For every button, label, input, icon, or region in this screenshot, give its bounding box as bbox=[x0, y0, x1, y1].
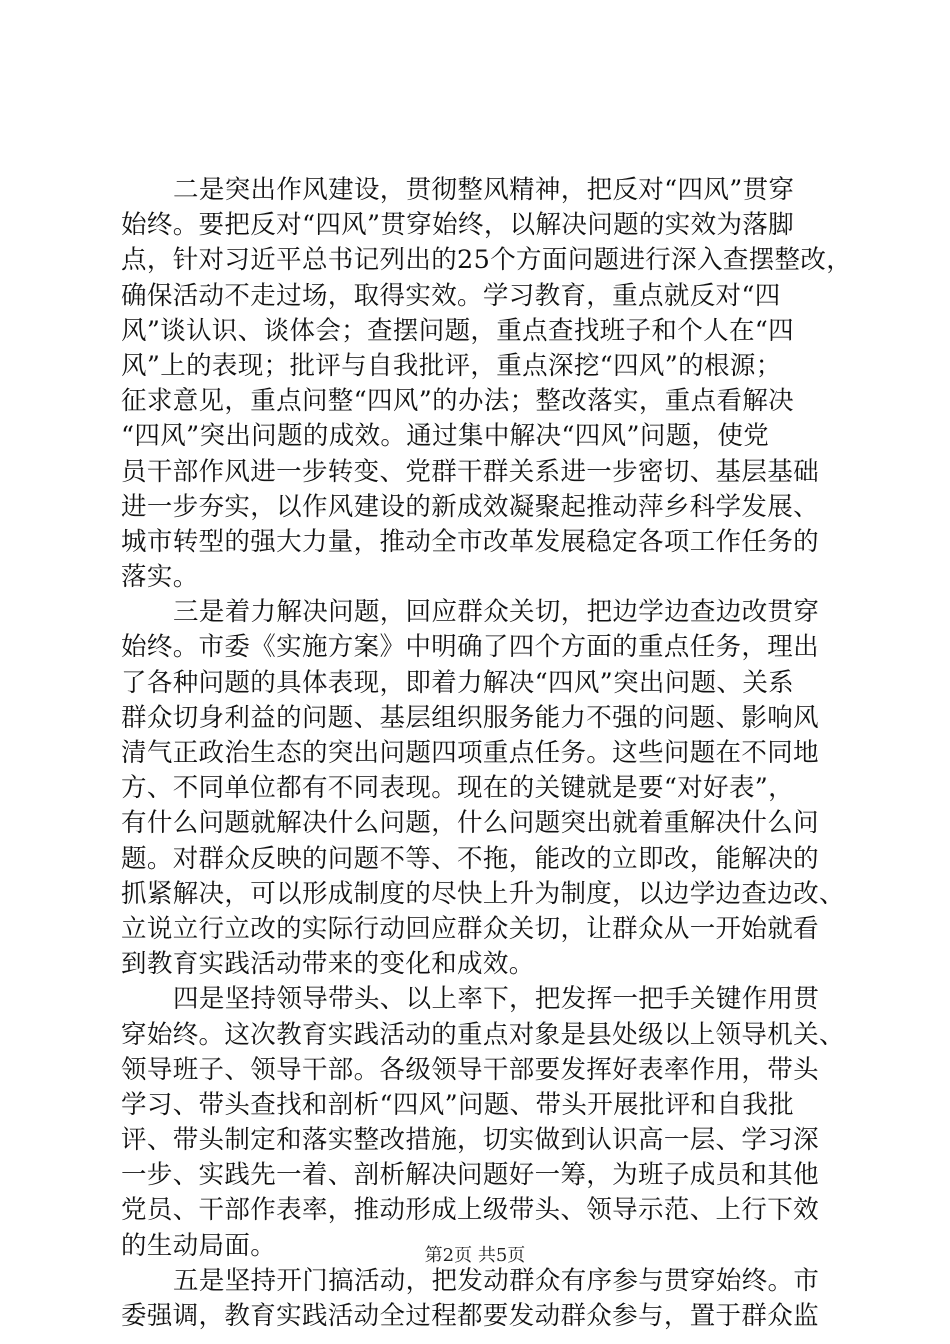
body-text bbox=[121, 173, 853, 1334]
paragraph-line: 风”上的表现；批评与自我批评，重点深挖“四风”的根源； bbox=[121, 350, 782, 381]
paragraph-line: 确保活动不走过场，取得实效。学习教育，重点就反对“四 bbox=[121, 280, 781, 311]
paragraph-line: 五是坚持开门搞活动，把发动群众有序参与贯穿始终。市 bbox=[173, 1265, 820, 1296]
page-footer bbox=[0, 1244, 950, 1268]
paragraph-line: 党员、干部作表率，推动形成上级带头、领导示范、上行下效 bbox=[121, 1195, 819, 1226]
paragraph-line: 征求意见，重点问整“四风”的办法；整改落实，重点看解决 bbox=[121, 386, 795, 417]
paragraph-line: 到教育实践活动带来的变化和成效。 bbox=[121, 949, 535, 980]
paragraph-line: 了各种问题的具体表现，即着力解决“四风”突出问题、关系 bbox=[121, 667, 795, 698]
paragraph-line: 始终。市委《实施方案》中明确了四个方面的重点任务，理出 bbox=[121, 632, 819, 663]
paragraph-line: 的生动局面。 bbox=[121, 1230, 277, 1261]
paragraph-line: 抓紧解决，可以形成制度的尽快上升为制度，以边学边查边改、 bbox=[121, 878, 845, 909]
paragraph-line: 城市转型的强大力量，推动全市改革发展稳定各项工作任务的 bbox=[121, 526, 819, 557]
paragraph-line: 方、不同单位都有不同表现。现在的关键就是要“对好表”， bbox=[121, 773, 795, 804]
paragraph-line: 学习、带头查找和剖析“四风”问题、带头开展批评和自我批 bbox=[121, 1089, 795, 1120]
paragraph-line: 有什么问题就解决什么问题，什么问题突出就着重解决什么问 bbox=[121, 808, 819, 839]
paragraph-line: 风”谈认识、谈体会；查摆问题，重点查找班子和个人在“四 bbox=[121, 315, 795, 346]
page-number-label: 第2页 共5页 bbox=[424, 1245, 526, 1266]
paragraph-line: 领导班子、领导干部。各级领导干部要发挥好表率作用，带头 bbox=[121, 1054, 819, 1085]
paragraph-line: 始终。要把反对“四风”贯穿始终，以解决问题的实效为落脚 bbox=[121, 210, 795, 241]
paragraph-line: 三是着力解决问题，回应群众关切，把边学边查边改贯穿 bbox=[173, 597, 820, 628]
paragraph-line: 穿始终。这次教育实践活动的重点对象是县处级以上领导机关、 bbox=[121, 1019, 845, 1050]
paragraph-line: 一步、实践先一着、剖析解决问题好一筹，为班子成员和其他 bbox=[121, 1160, 819, 1191]
paragraph-line: 二是突出作风建设，贯彻整风精神，把反对“四风”贯穿 bbox=[173, 175, 795, 205]
paragraph-line: 群众切身利益的问题、基层组织服务能力不强的问题、影响风 bbox=[121, 702, 819, 733]
paragraph-line: 员干部作风进一步转变、党群干群关系进一步密切、基层基础 bbox=[121, 456, 819, 487]
paragraph-line: 委强调，教育实践活动全过程都要发动群众参与，置于群众监 bbox=[121, 1301, 819, 1331]
paragraph-line: 四是坚持领导带头、以上率下，把发挥一把手关键作用贯 bbox=[173, 984, 820, 1015]
paragraph-line: 落实。 bbox=[121, 562, 199, 593]
paragraph-line: 点，针对习近平总书记列出的25个方面问题进行深入查摆整改， bbox=[121, 245, 853, 276]
paragraph-line: 进一步夯实，以作风建设的新成效凝聚起推动萍乡科学发展、 bbox=[121, 491, 819, 522]
paragraph-line: 题。对群众反映的问题不等、不拖，能改的立即改，能解决的 bbox=[121, 843, 819, 874]
paragraph-line: 清气正政治生态的突出问题四项重点任务。这些问题在不同地 bbox=[121, 738, 819, 768]
paragraph-line: 立说立行立改的实际行动回应群众关切，让群众从一开始就看 bbox=[121, 913, 819, 944]
paragraph-line: 评、带头制定和落实整改措施，切实做到认识高一层、学习深 bbox=[121, 1125, 819, 1156]
paragraph-line: “四风”突出问题的成效。通过集中解决“四风”问题，使党 bbox=[121, 421, 770, 452]
